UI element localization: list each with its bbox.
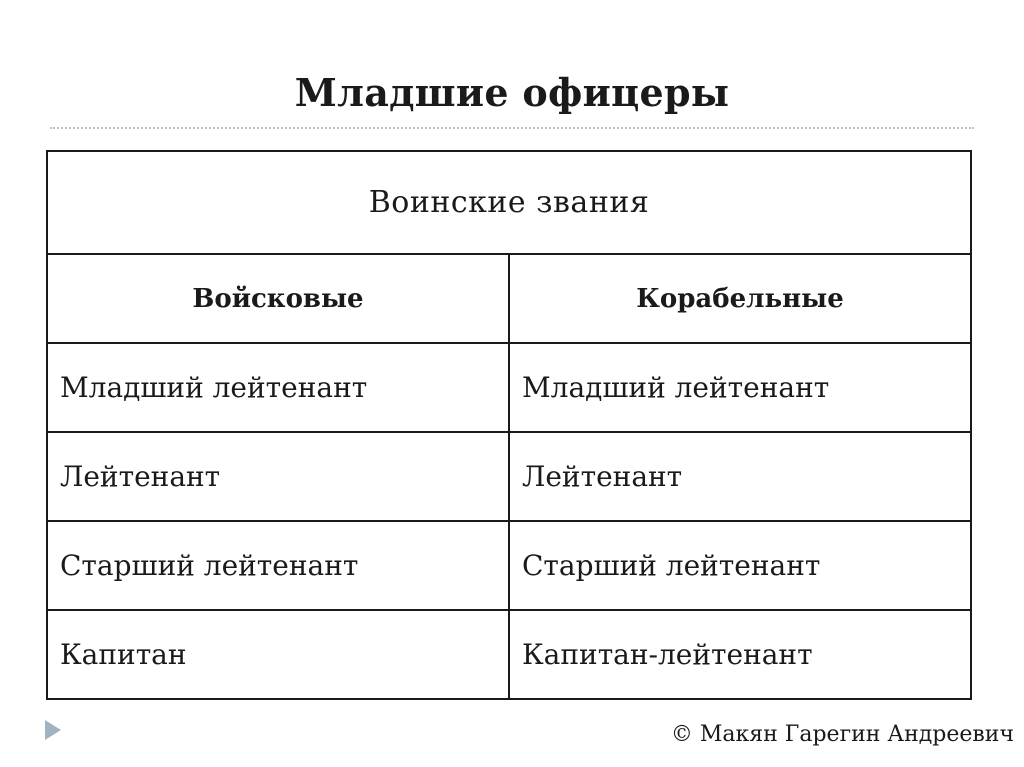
- table-cell-navy: Капитан-лейтенант: [509, 610, 971, 699]
- table-row: [47, 343, 971, 432]
- table-caption: Воинские звания: [47, 151, 971, 254]
- table-row: [47, 432, 971, 521]
- title-divider: [50, 127, 974, 129]
- table-cell-navy: Младший лейтенант: [509, 343, 971, 432]
- table-cell-army: Старший лейтенант: [47, 521, 509, 610]
- table-row: [47, 521, 971, 610]
- table-cell-army: Младший лейтенант: [47, 343, 509, 432]
- column-header-navy: Корабельные: [509, 254, 971, 343]
- table-header-row: [47, 254, 971, 343]
- column-header-army: Войсковые: [47, 254, 509, 343]
- table-caption-row: [47, 151, 971, 254]
- table-cell-navy: Лейтенант: [509, 432, 971, 521]
- triangle-right-icon[interactable]: [45, 720, 61, 740]
- table-cell-army: Лейтенант: [47, 432, 509, 521]
- table-cell-army: Капитан: [47, 610, 509, 699]
- ranks-table: [46, 150, 972, 700]
- table-cell-navy: Старший лейтенант: [509, 521, 971, 610]
- table-row: [47, 610, 971, 699]
- author-credit: © Макян Гарегин Андреевич: [670, 722, 1014, 747]
- page-title: Младшие офицеры: [294, 70, 730, 115]
